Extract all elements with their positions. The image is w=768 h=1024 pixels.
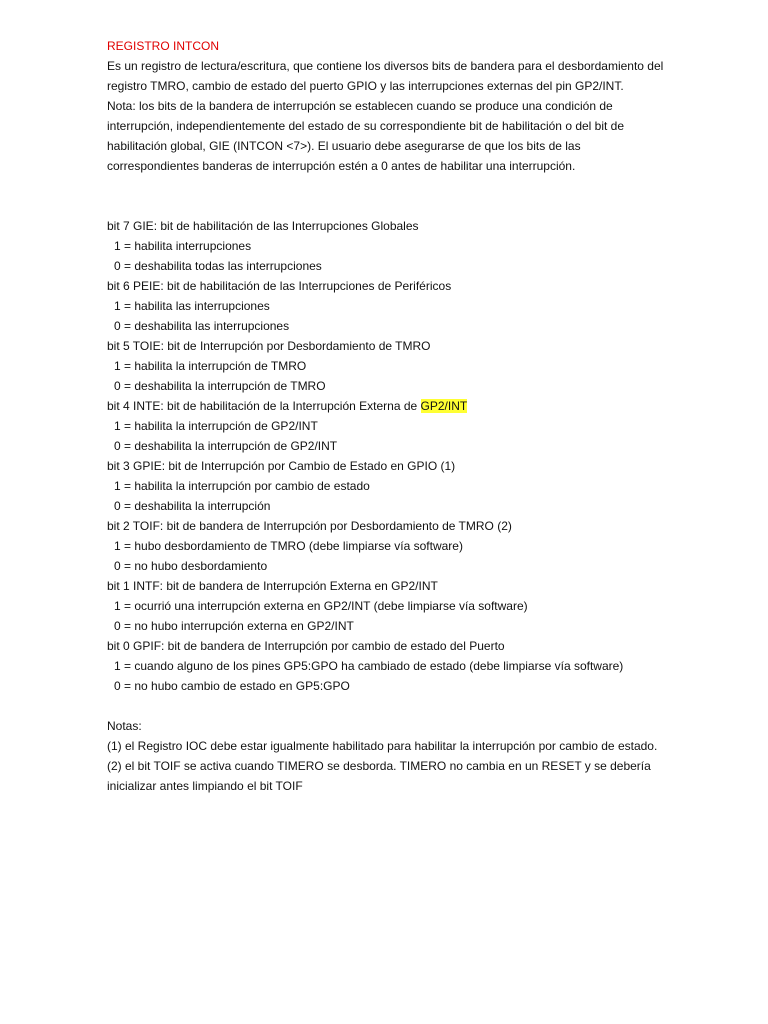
bit-0-zero: 0 = no hubo cambio de estado en GP5:GPO [114,679,350,693]
bit-5-zero: 0 = deshabilita la interrupción de TMRO [114,379,326,393]
bit-6-zero: 0 = deshabilita las interrupciones [114,319,290,333]
bit-3-zero: 0 = deshabilita la interrupción [114,499,271,513]
bit-list [107,216,667,696]
bit-6-heading: bit 6 PEIE: bit de habilitación de las Interrupciones de Periféricos [107,279,452,293]
bit-6-one: 1 = habilita las interrupciones [114,299,270,313]
bit-2-block [107,516,667,576]
document-page [107,36,667,796]
spacer [107,696,667,716]
bit-5-one: 1 = habilita la interrupción de TMRO [114,359,307,373]
bit-7-block [107,216,667,276]
intro-paragraph: Es un registro de lectura/escritura, que contiene los diversos bits de bandera para el desbordamiento del registro TMRO, cambio de estado del puerto GPIO y las interrupciones externas del pin GP2/INT. [107,59,664,93]
bit-5-heading: bit 5 TOIE: bit de Interrupción por Desbordamiento de TMRO [107,339,431,353]
bit-1-one: 1 = ocurrió una interrupción externa en GP2/INT (debe limpiarse vía software) [114,599,528,613]
bit-2-heading: bit 2 TOIF: bit de bandera de Interrupción por Desbordamiento de TMRO (2) [107,519,512,533]
bit-2-one: 1 = hubo desbordamiento de TMRO (debe limpiarse vía software) [114,539,463,553]
bit-4-heading [107,396,667,416]
bit-6-block [107,276,667,336]
bit-7-heading: bit 7 GIE: bit de habilitación de las Interrupciones Globales [107,219,419,233]
bit-4-zero: 0 = deshabilita la interrupción de GP2/INT [114,439,338,453]
spacer [107,176,667,216]
document-title: REGISTRO INTCON [107,39,220,53]
bit-7-one: 1 = habilita interrupciones [114,239,252,253]
bit-4-one: 1 = habilita la interrupción de GP2/INT [114,419,318,433]
bit-4-heading-text: bit 4 INTE: bit de habilitación de la Interrupción Externa de [107,399,421,413]
bit-1-heading: bit 1 INTF: bit de bandera de Interrupción Externa en GP2/INT [107,579,438,593]
bit-2-zero: 0 = no hubo desbordamiento [114,559,268,573]
highlighted-text: GP2/INT [420,399,468,413]
bit-0-heading: bit 0 GPIF: bit de bandera de Interrupción por cambio de estado del Puerto [107,639,505,653]
notes-section [107,716,667,796]
bit-1-block [107,576,667,636]
bit-3-block [107,456,667,516]
bit-5-block [107,336,667,396]
bit-1-zero: 0 = no hubo interrupción externa en GP2/INT [114,619,354,633]
bit-0-block [107,636,667,696]
nota-paragraph: Nota: los bits de la bandera de interrupción se establecen cuando se produce una condición de interrupción, independientemente del estado de su correspondiente bit de habilitación o del bit de habilitación global, GIE (INTCON <7>). El usuario debe asegurarse de que los bits de las correspondientes banderas de interrupción estén a 0 antes de habilitar una interrupción. [107,99,625,173]
notes-heading: Notas: [107,719,142,733]
bit-0-one: 1 = cuando alguno de los pines GP5:GPO ha cambiado de estado (debe limpiarse vía software) [114,659,624,673]
bit-3-heading: bit 3 GPIE: bit de Interrupción por Cambio de Estado en GPIO (1) [107,459,456,473]
bit-4-block [107,396,667,456]
note-2: (2) el bit TOIF se activa cuando TIMERO se desborda. TIMERO no cambia en un RESET y se debería inicializar antes limpiando el bit TOIF [107,759,651,793]
bit-7-zero: 0 = deshabilita todas las interrupciones [114,259,322,273]
note-1: (1) el Registro IOC debe estar igualmente habilitado para habilitar la interrupción por cambio de estado. [107,739,658,753]
bit-3-one: 1 = habilita la interrupción por cambio de estado [114,479,370,493]
